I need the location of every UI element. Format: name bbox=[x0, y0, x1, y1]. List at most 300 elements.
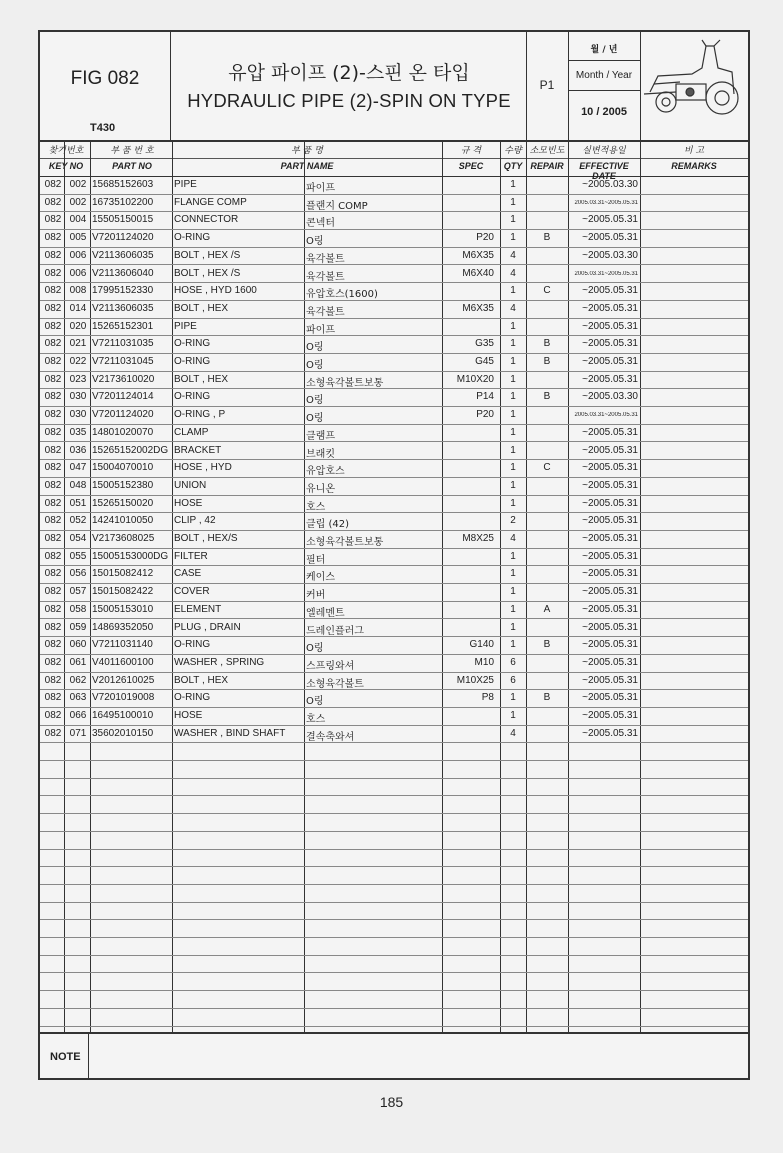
col-name-ko: 부 품 명 bbox=[291, 146, 323, 156]
cell-fig: 082 bbox=[44, 462, 62, 474]
table-row bbox=[40, 176, 748, 195]
cell-name: BOLT , HEX /S bbox=[174, 249, 241, 261]
cell-part: 15505150015 bbox=[92, 214, 154, 226]
cell-part: V2113606035 bbox=[92, 249, 154, 261]
cell-name-ko: 필터 bbox=[306, 554, 326, 566]
cell-part: V7201124020 bbox=[92, 232, 154, 244]
cell-name: CASE bbox=[174, 568, 202, 580]
figure-box bbox=[40, 32, 170, 140]
cell-key: 023 bbox=[69, 373, 87, 385]
cell-part: 15005152380 bbox=[92, 479, 154, 491]
cell-eff: ~2005.05.31 bbox=[582, 533, 638, 544]
cell-eff: ~2005.05.31 bbox=[582, 214, 638, 226]
cell-part: 14801020070 bbox=[92, 426, 154, 438]
cell-part: 16735102200 bbox=[92, 196, 154, 208]
cell-name-ko: 드레인플러그 bbox=[306, 625, 364, 637]
cell-fig: 082 bbox=[44, 674, 62, 686]
cell-eff: ~2005.05.31 bbox=[582, 639, 638, 651]
table-row bbox=[40, 371, 748, 390]
cell-key: 058 bbox=[69, 603, 87, 615]
cell-name-ko: 소형육각볼트 bbox=[306, 678, 364, 690]
cell-part: V7211031045 bbox=[92, 356, 154, 367]
table-row bbox=[40, 619, 748, 638]
cell-spec: P8 bbox=[481, 692, 494, 704]
cell-fig: 082 bbox=[44, 639, 62, 651]
note-box bbox=[40, 1032, 748, 1080]
cell-part: 15265150020 bbox=[92, 497, 154, 509]
cell-qty: 1 bbox=[510, 568, 516, 580]
month-year-box bbox=[568, 32, 640, 140]
cell-eff: 2005.03.31~2005.05.31 bbox=[574, 270, 638, 277]
table-row bbox=[40, 654, 748, 673]
cell-part: V7211031035 bbox=[92, 338, 154, 350]
sheet-header bbox=[40, 32, 748, 142]
cell-spec: P20 bbox=[476, 409, 494, 421]
cell-name: HOSE bbox=[174, 497, 203, 509]
cell-key: 021 bbox=[69, 338, 87, 350]
cell-eff: ~2005.05.31 bbox=[582, 586, 638, 598]
cell-name-ko: O링 bbox=[306, 236, 324, 248]
cell-part: 15265152301 bbox=[92, 320, 154, 332]
cell-repair: B bbox=[543, 692, 551, 704]
cell-fig: 082 bbox=[44, 444, 62, 456]
empty-row bbox=[40, 742, 748, 761]
cell-qty: 4 bbox=[510, 727, 516, 739]
cell-spec: M6X35 bbox=[462, 302, 494, 314]
cell-spec: M10X20 bbox=[456, 373, 494, 385]
cell-fig: 082 bbox=[44, 249, 62, 261]
cell-part: 15015082412 bbox=[92, 568, 154, 580]
cell-eff: ~2005.05.31 bbox=[582, 232, 638, 244]
cell-repair: B bbox=[543, 338, 551, 350]
cell-eff: ~2005.05.31 bbox=[582, 515, 638, 527]
cell-part: 15015082422 bbox=[92, 586, 154, 598]
cell-qty: 1 bbox=[510, 214, 516, 226]
cell-key: 056 bbox=[69, 568, 87, 580]
cell-name: BOLT , HEX bbox=[174, 373, 229, 385]
cell-name: O-RING , P bbox=[174, 409, 226, 421]
cell-qty: 1 bbox=[510, 639, 516, 651]
cell-qty: 4 bbox=[510, 533, 516, 544]
cell-part: V2113606035 bbox=[92, 302, 154, 314]
cell-spec: M8X25 bbox=[462, 533, 494, 544]
cell-qty: 1 bbox=[510, 621, 516, 633]
col-part-ko: 부 품 번 호 bbox=[110, 146, 154, 156]
cell-eff: ~2005.03.30 bbox=[582, 391, 638, 403]
cell-part: 15004070010 bbox=[92, 462, 154, 474]
cell-key: 057 bbox=[69, 586, 87, 598]
cell-part: V7201124014 bbox=[92, 391, 154, 403]
cell-repair: B bbox=[543, 356, 551, 367]
cell-eff: ~2005.05.31 bbox=[582, 302, 638, 314]
table-row bbox=[40, 335, 748, 354]
cell-key: 004 bbox=[69, 214, 87, 226]
empty-row bbox=[40, 919, 748, 938]
table-row bbox=[40, 725, 748, 744]
page-number: 185 bbox=[379, 1094, 404, 1110]
cell-key: 006 bbox=[69, 267, 87, 279]
cell-fig: 082 bbox=[44, 497, 62, 509]
cell-qty: 4 bbox=[510, 302, 516, 314]
table-row bbox=[40, 548, 748, 567]
cell-eff: ~2005.05.31 bbox=[582, 692, 638, 704]
cell-key: 002 bbox=[69, 196, 87, 208]
cell-name: O-RING bbox=[174, 232, 211, 244]
cell-spec: M10 bbox=[474, 656, 494, 668]
cell-spec: M6X35 bbox=[462, 249, 494, 261]
page-code: P1 bbox=[539, 78, 555, 92]
cell-name: BOLT , HEX /S bbox=[174, 267, 241, 279]
col-rem-en: REMARKS bbox=[671, 161, 717, 171]
cell-repair: C bbox=[543, 285, 551, 297]
cell-qty: 1 bbox=[510, 285, 516, 297]
empty-row bbox=[40, 760, 748, 779]
cell-key: 048 bbox=[69, 479, 87, 491]
cell-name: BRACKET bbox=[174, 444, 222, 456]
cell-key: 071 bbox=[69, 727, 87, 739]
tractor-icon bbox=[640, 32, 748, 140]
cell-qty: 1 bbox=[510, 497, 516, 509]
cell-eff: ~2005.05.31 bbox=[582, 338, 638, 350]
cell-eff: ~2005.05.31 bbox=[582, 674, 638, 686]
table-row bbox=[40, 300, 748, 319]
cell-name-ko: 유압호스(1600) bbox=[306, 289, 378, 301]
cell-part: 35602010150 bbox=[92, 727, 154, 739]
cell-key: 002 bbox=[69, 179, 87, 190]
cell-fig: 082 bbox=[44, 338, 62, 350]
note-label: NOTE bbox=[50, 1051, 81, 1063]
cell-name: WASHER , SPRING bbox=[174, 656, 265, 668]
cell-eff: 2005.03.31~2005.05.31 bbox=[574, 412, 638, 419]
cell-fig: 082 bbox=[44, 196, 62, 208]
cell-repair: B bbox=[543, 639, 551, 651]
cell-qty: 1 bbox=[510, 391, 516, 403]
model-code: T430 bbox=[90, 122, 116, 134]
cell-name-ko: 스프링와셔 bbox=[306, 660, 355, 672]
cell-name-ko: 육각볼트 bbox=[306, 306, 345, 318]
cell-fig: 082 bbox=[44, 692, 62, 704]
cell-name-ko: 육각볼트 bbox=[306, 271, 345, 283]
col-qty-ko: 수량 bbox=[504, 146, 522, 156]
table-row bbox=[40, 229, 748, 248]
tractor-illustration bbox=[640, 32, 748, 140]
cell-qty: 1 bbox=[510, 338, 516, 350]
cell-part: 15005153000DG bbox=[92, 550, 169, 562]
table-row bbox=[40, 424, 748, 443]
cell-name-ko: O링 bbox=[306, 360, 324, 371]
cell-eff: ~2005.05.31 bbox=[582, 621, 638, 633]
cell-qty: 1 bbox=[510, 462, 516, 474]
cell-part: V7201124020 bbox=[92, 409, 154, 421]
cell-qty: 1 bbox=[510, 586, 516, 598]
cell-key: 006 bbox=[69, 249, 87, 261]
parts-sheet bbox=[38, 30, 750, 1080]
cell-repair: B bbox=[543, 391, 551, 403]
empty-row bbox=[40, 937, 748, 956]
cell-name-ko: 케이스 bbox=[306, 572, 335, 584]
cell-name-ko: O링 bbox=[306, 643, 324, 655]
cell-fig: 082 bbox=[44, 515, 62, 527]
cell-qty: 4 bbox=[510, 249, 516, 261]
cell-qty: 1 bbox=[510, 373, 516, 385]
cell-spec: G35 bbox=[475, 338, 494, 350]
cell-qty: 1 bbox=[510, 409, 516, 421]
cell-key: 036 bbox=[69, 444, 87, 456]
cell-key: 055 bbox=[69, 550, 87, 562]
cell-repair: A bbox=[543, 603, 551, 615]
cell-eff: ~2005.03.30 bbox=[582, 179, 638, 190]
cell-name-ko: 클립 (42) bbox=[306, 519, 350, 531]
empty-row bbox=[40, 973, 748, 992]
cell-repair: B bbox=[543, 232, 551, 244]
empty-row bbox=[40, 1008, 748, 1027]
cell-key: 060 bbox=[69, 639, 87, 651]
cell-name: UNION bbox=[174, 479, 207, 491]
cell-name-ko: 육각볼트 bbox=[306, 253, 345, 265]
cell-fig: 082 bbox=[44, 267, 62, 279]
table-row bbox=[40, 601, 748, 620]
cell-eff: ~2005.05.31 bbox=[582, 462, 638, 474]
table-row bbox=[40, 282, 748, 301]
cell-qty: 1 bbox=[510, 692, 516, 704]
cell-name: BOLT , HEX bbox=[174, 674, 229, 686]
cell-name-ko: 클램프 bbox=[306, 430, 335, 442]
cell-name-ko: 플랜지 COMP bbox=[306, 200, 368, 212]
col-repair-en: REPAIR bbox=[530, 161, 564, 171]
title-english: HYDRAULIC PIPE (2)-SPIN ON TYPE bbox=[187, 90, 511, 111]
cell-name: ELEMENT bbox=[174, 603, 222, 615]
cell-part: 15005153010 bbox=[92, 603, 154, 615]
empty-row bbox=[40, 866, 748, 885]
cell-name: HOSE bbox=[174, 710, 203, 721]
cell-name-ko: 유니온 bbox=[306, 483, 335, 495]
table-row bbox=[40, 583, 748, 602]
cell-part: V2173608025 bbox=[92, 533, 155, 544]
cell-fig: 082 bbox=[44, 391, 62, 403]
cell-key: 005 bbox=[69, 232, 87, 244]
cell-name-ko: 유압호스 bbox=[306, 466, 345, 478]
cell-key: 008 bbox=[69, 285, 87, 297]
cell-fig: 082 bbox=[44, 710, 62, 721]
col-eff-ko: 실변적용일 bbox=[582, 146, 626, 156]
cell-name: CONNECTOR bbox=[174, 214, 239, 226]
cell-name: FILTER bbox=[174, 550, 208, 562]
cell-eff: ~2005.05.31 bbox=[582, 550, 638, 562]
cell-key: 062 bbox=[69, 674, 87, 686]
col-spec-en: SPEC bbox=[458, 161, 484, 171]
cell-eff: 2005.03.31~2005.05.31 bbox=[574, 199, 638, 206]
cell-key: 066 bbox=[69, 710, 87, 721]
table-row bbox=[40, 495, 748, 514]
cell-key: 059 bbox=[69, 621, 87, 633]
cell-qty: 1 bbox=[510, 232, 516, 244]
cell-spec: M10X25 bbox=[456, 674, 494, 686]
col-key-en: KEY NO bbox=[48, 161, 84, 171]
cell-name-ko: O링 bbox=[306, 395, 324, 407]
cell-key: 047 bbox=[69, 462, 87, 474]
table-row bbox=[40, 194, 748, 213]
cell-name: O-RING bbox=[174, 391, 211, 403]
cell-name-ko: 파이프 bbox=[306, 324, 335, 336]
cell-spec: P14 bbox=[476, 391, 494, 403]
cell-name-ko: O링 bbox=[306, 413, 324, 425]
empty-row bbox=[40, 884, 748, 903]
table-row bbox=[40, 530, 748, 549]
cell-eff: ~2005.05.31 bbox=[582, 285, 638, 297]
cell-eff: ~2005.05.31 bbox=[582, 426, 638, 438]
cell-name-ko: 결속축와셔 bbox=[306, 731, 355, 743]
cell-name: HOSE , HYD 1600 bbox=[174, 285, 257, 297]
cell-qty: 1 bbox=[510, 356, 516, 367]
cell-eff: ~2005.05.31 bbox=[582, 656, 638, 668]
table-row bbox=[40, 353, 748, 372]
cell-key: 063 bbox=[69, 692, 87, 704]
cell-key: 035 bbox=[69, 426, 87, 438]
empty-row bbox=[40, 990, 748, 1009]
col-part-en: PART NO bbox=[112, 161, 152, 171]
cell-fig: 082 bbox=[44, 603, 62, 615]
table-row bbox=[40, 672, 748, 691]
cell-fig: 082 bbox=[44, 621, 62, 633]
cell-fig: 082 bbox=[44, 426, 62, 438]
cell-fig: 082 bbox=[44, 373, 62, 385]
page-code-box bbox=[526, 32, 568, 140]
cell-eff: ~2005.05.31 bbox=[582, 479, 638, 491]
cell-part: 14241010050 bbox=[92, 515, 154, 527]
cell-fig: 082 bbox=[44, 479, 62, 491]
cell-name: HOSE , HYD bbox=[174, 462, 232, 474]
column-header bbox=[40, 140, 748, 181]
col-spec-ko: 규 격 bbox=[460, 146, 482, 156]
cell-name: CLIP , 42 bbox=[174, 515, 216, 527]
month-year-en: Month / Year bbox=[575, 70, 633, 81]
empty-row bbox=[40, 849, 748, 868]
cell-eff: ~2005.05.31 bbox=[582, 497, 638, 509]
cell-qty: 1 bbox=[510, 196, 516, 208]
cell-name-ko: 소형육각볼트보통 bbox=[306, 537, 384, 548]
cell-part: V7201019008 bbox=[92, 692, 155, 704]
cell-part: 15265152002DG bbox=[92, 444, 169, 456]
cell-part: V2173610020 bbox=[92, 373, 155, 385]
col-qty-en: QTY bbox=[503, 161, 523, 171]
cell-spec: M6X40 bbox=[462, 267, 494, 279]
table-row bbox=[40, 707, 748, 726]
cell-eff: ~2005.05.31 bbox=[582, 444, 638, 456]
cell-qty: 1 bbox=[510, 603, 516, 615]
issue-date: 10 / 2005 bbox=[581, 106, 627, 118]
table-row bbox=[40, 512, 748, 531]
cell-eff: ~2005.05.31 bbox=[582, 568, 638, 580]
cell-key: 022 bbox=[69, 356, 87, 367]
cell-fig: 082 bbox=[44, 285, 62, 297]
cell-fig: 082 bbox=[44, 179, 62, 190]
cell-qty: 1 bbox=[510, 710, 516, 721]
table-row bbox=[40, 211, 748, 230]
cell-name: O-RING bbox=[174, 692, 211, 704]
cell-key: 014 bbox=[69, 302, 87, 314]
month-year-ko: 월 / 년 bbox=[590, 45, 618, 55]
cell-qty: 4 bbox=[510, 267, 516, 279]
cell-name: PLUG , DRAIN bbox=[174, 621, 241, 633]
cell-part: 15685152603 bbox=[92, 179, 154, 190]
cell-eff: ~2005.05.31 bbox=[582, 603, 638, 615]
cell-qty: 1 bbox=[510, 444, 516, 456]
cell-part: V2012610025 bbox=[92, 674, 155, 686]
col-key-ko: 찾기번호 bbox=[48, 146, 84, 156]
cell-key: 030 bbox=[69, 391, 87, 403]
cell-name: O-RING bbox=[174, 338, 211, 350]
table-row bbox=[40, 247, 748, 266]
cell-name: O-RING bbox=[174, 639, 211, 651]
cell-name-ko: O링 bbox=[306, 696, 324, 708]
cell-qty: 1 bbox=[510, 179, 516, 190]
cell-spec: G140 bbox=[469, 639, 494, 651]
empty-row bbox=[40, 902, 748, 921]
cell-name-ko: 호스 bbox=[306, 714, 326, 725]
empty-row bbox=[40, 796, 748, 815]
cell-part: 16495100010 bbox=[92, 710, 154, 721]
empty-row bbox=[40, 831, 748, 850]
cell-name-ko: O링 bbox=[306, 342, 324, 354]
cell-qty: 1 bbox=[510, 320, 516, 332]
cell-key: 020 bbox=[69, 320, 87, 332]
cell-fig: 082 bbox=[44, 214, 62, 226]
cell-name: PIPE bbox=[174, 179, 197, 190]
cell-name: FLANGE COMP bbox=[174, 196, 247, 208]
cell-name-ko: 호스 bbox=[306, 501, 326, 513]
cell-name-ko: 브래킷 bbox=[306, 448, 335, 460]
cell-key: 030 bbox=[69, 409, 87, 421]
cell-fig: 082 bbox=[44, 586, 62, 598]
cell-eff: ~2005.05.31 bbox=[582, 710, 638, 721]
col-repair-ko: 소모빈도 bbox=[529, 146, 565, 156]
cell-qty: 1 bbox=[510, 426, 516, 438]
cell-fig: 082 bbox=[44, 533, 62, 544]
col-eff-en: EFFECTIVE DATE bbox=[579, 161, 629, 181]
cell-fig: 082 bbox=[44, 550, 62, 562]
cell-fig: 082 bbox=[44, 409, 62, 421]
title-korean: 유압 파이프 (2)-스핀 온 타입 bbox=[228, 62, 470, 84]
empty-row bbox=[40, 778, 748, 797]
table-row bbox=[40, 388, 748, 407]
table-row bbox=[40, 565, 748, 584]
cell-part: 14869352050 bbox=[92, 621, 154, 633]
cell-qty: 6 bbox=[510, 674, 516, 686]
col-name-en: PART NAME bbox=[280, 161, 334, 171]
cell-fig: 082 bbox=[44, 320, 62, 332]
table-row bbox=[40, 406, 748, 425]
cell-name-ko: 커버 bbox=[306, 590, 326, 602]
cell-name-ko: 파이프 bbox=[306, 183, 335, 194]
cell-spec: P20 bbox=[476, 232, 494, 244]
cell-spec: G45 bbox=[475, 356, 494, 367]
cell-part: V7211031140 bbox=[92, 639, 153, 651]
figure-code: FIG 082 bbox=[70, 68, 140, 89]
cell-fig: 082 bbox=[44, 356, 62, 367]
cell-key: 051 bbox=[69, 497, 87, 509]
cell-name: BOLT , HEX/S bbox=[174, 533, 238, 544]
empty-row bbox=[40, 813, 748, 832]
cell-eff: ~2005.05.31 bbox=[582, 356, 638, 367]
cell-name: O-RING bbox=[174, 356, 211, 367]
cell-name: WASHER , BIND SHAFT bbox=[174, 727, 286, 739]
cell-qty: 2 bbox=[510, 515, 516, 527]
cell-part: 17995152330 bbox=[92, 285, 154, 297]
table-row bbox=[40, 459, 748, 478]
cell-name-ko: 콘넥터 bbox=[306, 218, 335, 230]
cell-qty: 1 bbox=[510, 550, 516, 562]
cell-key: 054 bbox=[69, 533, 87, 544]
